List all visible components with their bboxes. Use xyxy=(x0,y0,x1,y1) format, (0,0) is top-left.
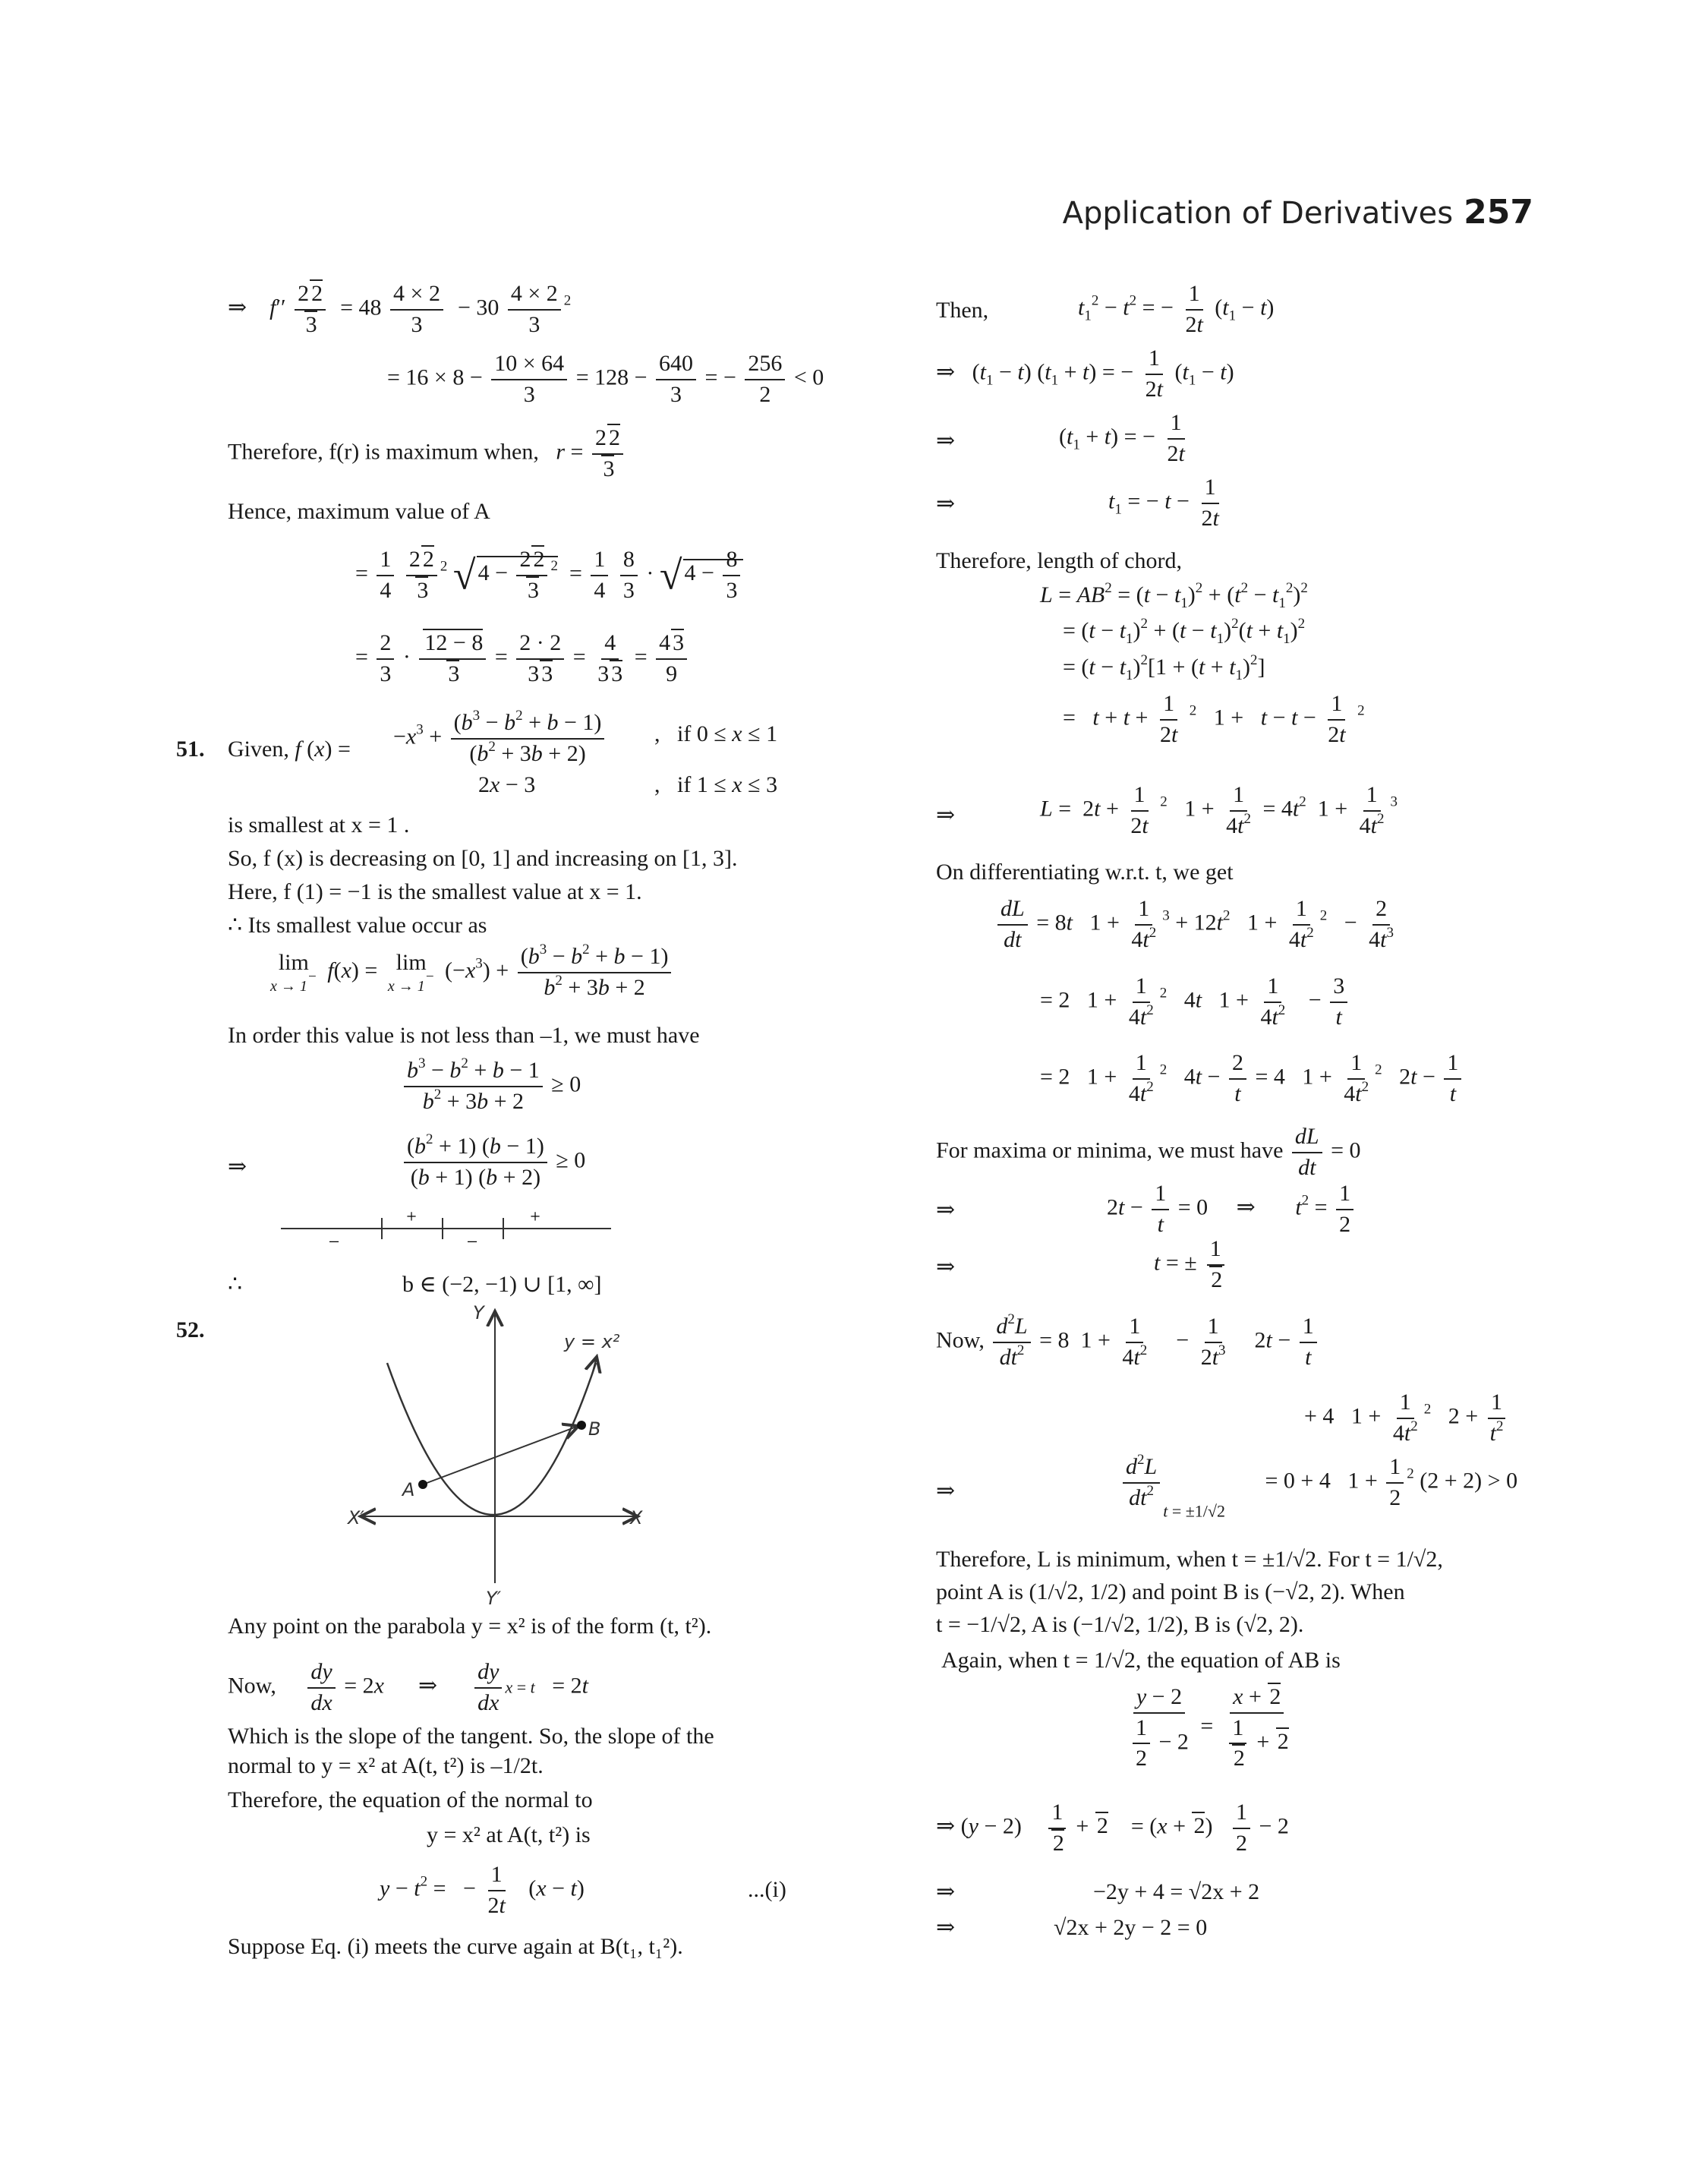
equation-normal-text: Therefore, the equation of the normal to xyxy=(228,1787,593,1812)
equation-line: = $\frac{1}{4}$ $\frac{2 2}{3}$ $^2$ √ 4 − $\frac{2 2}{3}$ $^2$ = $\frac{1}{4}$ $\frac{8}{3}$ · √ 4 − $\frac{8}{3}$ xyxy=(355,547,743,604)
equation-label: ...(i) xyxy=(748,1877,786,1902)
conclusion-text-2: point A is (1/√2, 1/2) and point B is (−√2, 2). When xyxy=(936,1579,1405,1604)
equation-line: $\frac{dL}{dt}$ = 8t 1 + $\frac{1}{4t^2}$ $^3 + 12t^2$ 1 + $\frac{1}{4t^2}$ $^2$ − $\frac{2}{4t^3}$ xyxy=(994,896,1400,953)
derivative-line: Now, $\frac{dy}{dx}$ = 2x ⇒ $\frac{dy}{dx}$ x = t = 2t xyxy=(228,1659,589,1715)
equation-line: Given, f (x) = xyxy=(228,737,351,762)
limit-expression: lim x → 1− f(x) = lim x → 1− $(-x^3)$ + $\frac{(b^3 - b^2 + b - 1)}{b^2 + 3b + 2}$ xyxy=(266,944,674,1001)
solution-number-52: 52. xyxy=(176,1317,205,1342)
implies-symbol: ⇒ xyxy=(936,1478,956,1503)
implies-symbol: ⇒ xyxy=(936,491,956,516)
here-f1-text: Here, f (1) = −1 is the smallest value at x = 1. xyxy=(228,879,642,904)
axis-label-x-prime: X′ xyxy=(348,1507,364,1528)
equation-line: = 2 1 + $\frac{1}{4t^2}$ $^2$ 4t 1 + $\frac{1}{4t^2}$ − $\frac{3}{t}$ xyxy=(1040,973,1350,1030)
axis-label-y: Y xyxy=(473,1302,484,1323)
equation-line: L = 2t + $\frac{1}{2t}$ $^2$ 1 + $\frac{1}{4t^2}$ = $4t^2$ 1 + $\frac{1}{4t^2}$ $^3$ xyxy=(1040,782,1398,838)
therefore-symbol: ∴ xyxy=(228,1272,243,1297)
second-derivative-line: Now, $\frac{d^2L}{dt^2}$ = 8 1 + $\frac{1}{4t^2}$ − $\frac{1}{2t^3}$ 2t − $\frac{1}{t}$ xyxy=(936,1314,1320,1371)
maxima-minima-text: For maxima or minima, we must have xyxy=(936,1137,1284,1163)
then-label: Then, xyxy=(936,298,989,323)
implies-symbol: ⇒ xyxy=(936,1915,956,1940)
curve-label: y = x² xyxy=(564,1331,620,1352)
chapter-title: Application of Derivatives xyxy=(1062,196,1454,231)
its-smallest-text: ∴ Its smallest value occur as xyxy=(228,913,487,938)
normal-equation: $y - t^2$ = − $\frac{1}{2t}$ (x − t) xyxy=(380,1862,585,1918)
again-text: Again, when t = 1/√2, the equation of AB is xyxy=(941,1648,1341,1673)
conclusion-text-1: Therefore, L is minimum, when t = ±1/√2. For t = 1/√2, xyxy=(936,1547,1443,1572)
decreasing-text: So, f (x) is decreasing on [0, 1] and increasing on [1, 3]. xyxy=(228,846,738,871)
equation-line: $t_1$ = − t − $\frac{1}{2t}$ xyxy=(1108,475,1219,531)
now-label: Now, xyxy=(936,1327,985,1353)
axis-label-x: X xyxy=(630,1507,643,1528)
equation-line: ⇒ (y − 2) $\frac{1}{2}$ + 2 = (x + 2) $\frac{1}{2}$ − 2 xyxy=(936,1800,1289,1856)
slope-text-2: normal to y = x² at A(t, t²) is –1/2t. xyxy=(228,1753,544,1778)
line-equation: y − 2 $\frac{1}{2}$ − 2 = x + 2 $\frac{1}{2}$ + 2 xyxy=(1123,1684,1295,1772)
equation-line: ⇒ $(t_1 - t) (t_1 + t)$ = − $\frac{1}{2t}$ $(t_1 - t)$ xyxy=(936,345,1234,402)
solution-number-51: 51. xyxy=(176,737,205,762)
length-chord-text: Therefore, length of chord, xyxy=(936,548,1183,573)
equation-line: ⇒ f′′ $\frac{2 2}{3}$ = 48 $\frac{4 \times 2}{3}$ − 30 $\frac{4 \times 2}{3}$ $^2$ xyxy=(228,281,572,337)
final-equation-1: −2y + 4 = √2x + 2 xyxy=(1093,1879,1260,1904)
equation-line: 2t − $\frac{1}{t}$ = 0 ⇒ $t^2$ = $\frac{1}{2}$ xyxy=(1107,1181,1357,1238)
label-b: B xyxy=(588,1418,601,1440)
equation-line: = $(t - t_1)^2[1 + (t + t_1)^2]$ xyxy=(1063,652,1265,683)
implies-symbol: ⇒ xyxy=(936,803,956,828)
result-b-text: b ∈ (−2, −1) ∪ [1, ∞] xyxy=(402,1272,602,1297)
text-line: Therefore, f(r) is maximum when, r = $\frac{2 2}{3}$ xyxy=(228,425,626,482)
equation-line: t = ± $\frac{1}{2}$ xyxy=(1154,1236,1228,1293)
equation-line: = 2 1 + $\frac{1}{4t^2}$ $^2$ 4t − $\frac{2}{t}$ = 4 1 + $\frac{1}{4t^2}$ $^2$ 2t − $\frac{1}{t}$ xyxy=(1040,1050,1464,1107)
in-order-text: In order this value is not less than –1, we must have xyxy=(228,1023,700,1048)
sign-plus: + xyxy=(406,1207,417,1227)
equation-line: = 16 × 8 − $\frac{10 \times 64}{3}$ = 128 − $\frac{640}{3}$ = − $\frac{256}{2}$ < 0 xyxy=(387,351,824,407)
equation-line: = $\frac{2}{3}$ · $\frac{12 - 8}{3}$ = $\frac{2 \cdot 2}{3 3}$ = $\frac{4}{3 3}$ = $\frac{4 3}{9}$ xyxy=(355,630,690,687)
suppose-text: Suppose Eq. (i) meets the curve again at B(t₁, t₁²). xyxy=(228,1934,683,1959)
final-equation-2: √2x + 2y − 2 = 0 xyxy=(1054,1915,1208,1940)
page-number: 257 xyxy=(1464,193,1533,232)
equation-line: = $(t - t_1)^2 + (t - t_1)^2(t + t_1)^2$ xyxy=(1063,616,1306,647)
equation-line: = t + t + $\frac{1}{2t}$ $^2$ 1 + t − t − $\frac{1}{2t}$ $^2$ xyxy=(1063,691,1365,747)
axis-label-y-prime: Y′ xyxy=(486,1588,502,1609)
implies-symbol: ⇒ xyxy=(936,1879,956,1904)
sign-minus: − xyxy=(328,1231,340,1253)
maxima-minima-line: For maxima or minima, we must have $\frac{dL}{dt}$ = 0 xyxy=(936,1124,1361,1180)
equation-line: $\frac{d^2L}{dt^2}$ $_{t = \pm 1/√2}$ = 0 + 4 1 + $\frac{1}{2}$ $^2$ (2 + 2) > 0 xyxy=(1120,1454,1517,1522)
implies-symbol: ⇒ xyxy=(936,1197,956,1222)
equation-line: $(t_1 + t)$ = − $\frac{1}{2t}$ xyxy=(1059,410,1185,466)
conclusion-text-3: t = −1/√2, A is (−1/√2, 1/2), B is (√2, 2). xyxy=(936,1612,1304,1637)
equation-line: $L = AB^2 = (t - t_1)^2 + (t^2 - t_1^2)^2$ xyxy=(1040,580,1308,611)
equation-line: + 4 1 + $\frac{1}{4t^2}$ $^2$ 2 + $\frac{1}{t^2}$ xyxy=(1304,1390,1509,1446)
differentiating-text: On differentiating w.r.t. t, we get xyxy=(936,860,1234,885)
implies-symbol: ⇒ xyxy=(936,428,956,453)
equation-line: $t_1^2 - t^2$ = − $\frac{1}{2t}$ $(t_1 - t)$ xyxy=(1078,281,1275,337)
implies-symbol: ⇒ xyxy=(228,1154,247,1179)
label-a: A xyxy=(402,1479,415,1500)
equation-line: $-x^3$ + $\frac{(b^3 - b^2 + b - 1)}{(b^2 + 3b + 2)}$ xyxy=(393,710,607,767)
sign-plus: + xyxy=(530,1207,540,1227)
smallest-at-text: is smallest at x = 1 . xyxy=(228,812,410,838)
now-label: Now, xyxy=(228,1673,276,1699)
implies-symbol: ⇒ xyxy=(936,1254,956,1279)
hence-max-text: Hence, maximum value of A xyxy=(228,499,490,524)
given-label: Given, xyxy=(228,737,289,762)
at-point-text: y = x² at A(t, t²) is xyxy=(427,1822,591,1847)
sign-minus: − xyxy=(466,1231,478,1253)
condition-text: , if 0 ≤ x ≤ 1 xyxy=(654,721,778,746)
inequality-line: $\frac{b^3 - b^2 + b - 1}{b^2 + 3b + 2}$ ≥ 0 xyxy=(401,1058,581,1115)
therefore-max-text: Therefore, f(r) is maximum when, xyxy=(228,439,539,465)
slope-text-1: Which is the slope of the tangent. So, the slope of the xyxy=(228,1724,714,1749)
equation-line: 2x − 3 xyxy=(478,772,536,797)
inequality-line: $\frac{(b^2 + 1) (b - 1)}{(b + 1) (b + 2)}$ ≥ 0 xyxy=(401,1134,585,1191)
any-point-text: Any point on the parabola y = x² is of the form (t, t²). xyxy=(228,1614,712,1639)
condition-text: , if 1 ≤ x ≤ 3 xyxy=(654,772,778,797)
